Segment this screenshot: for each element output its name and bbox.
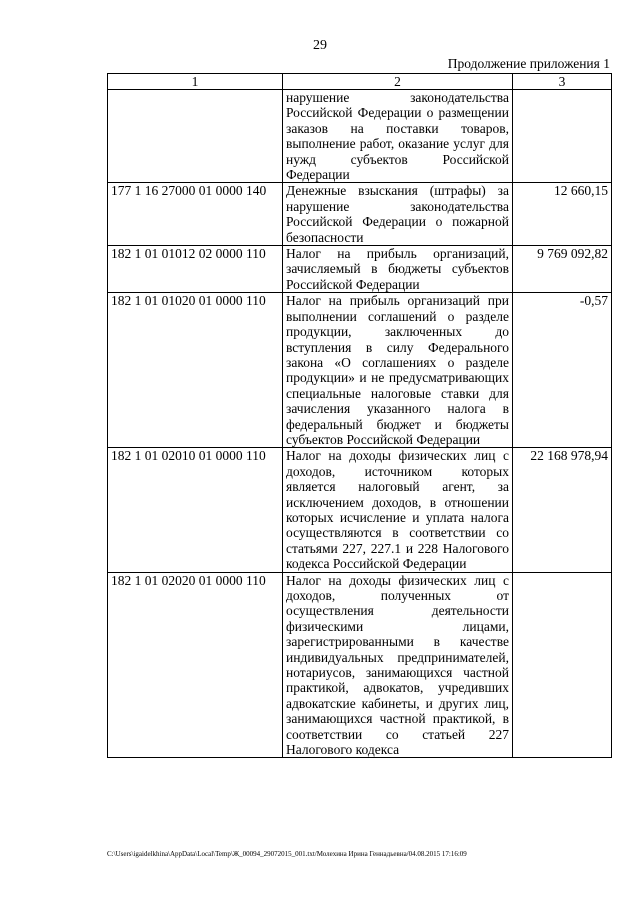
row-description: Налог на доходы физических лиц с доходов, источником которых является налоговый агент, за исключением доходов, в отношении которых исчисление и уплата налога осуществляются в соответствии со статьями 227, 227.1 и 228 Налогового кодекса Российской Федерации (283, 448, 513, 572)
row-description: нарушение законодательства Российской Федерации о размещении заказов на поставки товаров, выполнение работ, оказание услуг для нужд субъектов Российской Федерации (283, 90, 513, 183)
row-code (108, 90, 283, 183)
table-header-row (108, 74, 612, 90)
row-amount (513, 572, 612, 758)
row-code: 177 1 16 27000 01 0000 140 (108, 183, 283, 246)
continuation-label: Продолжение приложения 1 (447, 56, 610, 71)
row-description: Налог на доходы физических лиц с доходов, полученных от осуществления деятельности физическими лицами, зарегистрированными в качестве индивидуальных предпринимателей, нотариусов, занимающихся частной практикой, адвокатов, учредивших адвокатские кабинеты, и других лиц, занимающихся частной практикой, в соответствии со статьей 227 Налогового кодекса (283, 572, 513, 758)
row-description: Налог на прибыль организаций, зачисляемый в бюджеты субъектов Российской Федерации (283, 246, 513, 293)
row-code: 182 1 01 01020 01 0000 110 (108, 293, 283, 448)
row-description: Денежные взыскания (штрафы) за нарушение законодательства Российской Федерации о пожарной безопасности (283, 183, 513, 246)
column-header-amount: 3 (513, 74, 612, 90)
table-row (108, 183, 612, 246)
table-row (108, 246, 612, 293)
table-row (108, 448, 612, 572)
page-number: 29 (313, 38, 327, 53)
row-amount: 9 769 092,82 (513, 246, 612, 293)
row-description: Налог на прибыль организаций при выполнении соглашений о разделе продукции, заключенных до вступления в силу Федерального закона «О соглашениях о разделе продукции» и не предусматривающих специальные налоговые ставки для зачисления указанного налога в федеральный бюджет и бюджеты субъектов Российской Федерации (283, 293, 513, 448)
row-amount: 12 660,15 (513, 183, 612, 246)
row-amount (513, 90, 612, 183)
row-code: 182 1 01 01012 02 0000 110 (108, 246, 283, 293)
table-row (108, 293, 612, 448)
row-amount: -0,57 (513, 293, 612, 448)
column-header-description: 2 (283, 74, 513, 90)
column-header-code: 1 (108, 74, 283, 90)
row-amount: 22 168 978,94 (513, 448, 612, 572)
footer-file-path: C:\Users\igaidelkhina\AppData\Local\Temp\Ж_00094_29072015_001.txt/Молехина Ирина Геннадьевна/04.08.2015 17:16:09 (107, 850, 467, 858)
table-row (108, 90, 612, 183)
row-code: 182 1 01 02020 01 0000 110 (108, 572, 283, 758)
row-code: 182 1 01 02010 01 0000 110 (108, 448, 283, 572)
budget-table (107, 73, 612, 758)
table-row (108, 572, 612, 758)
